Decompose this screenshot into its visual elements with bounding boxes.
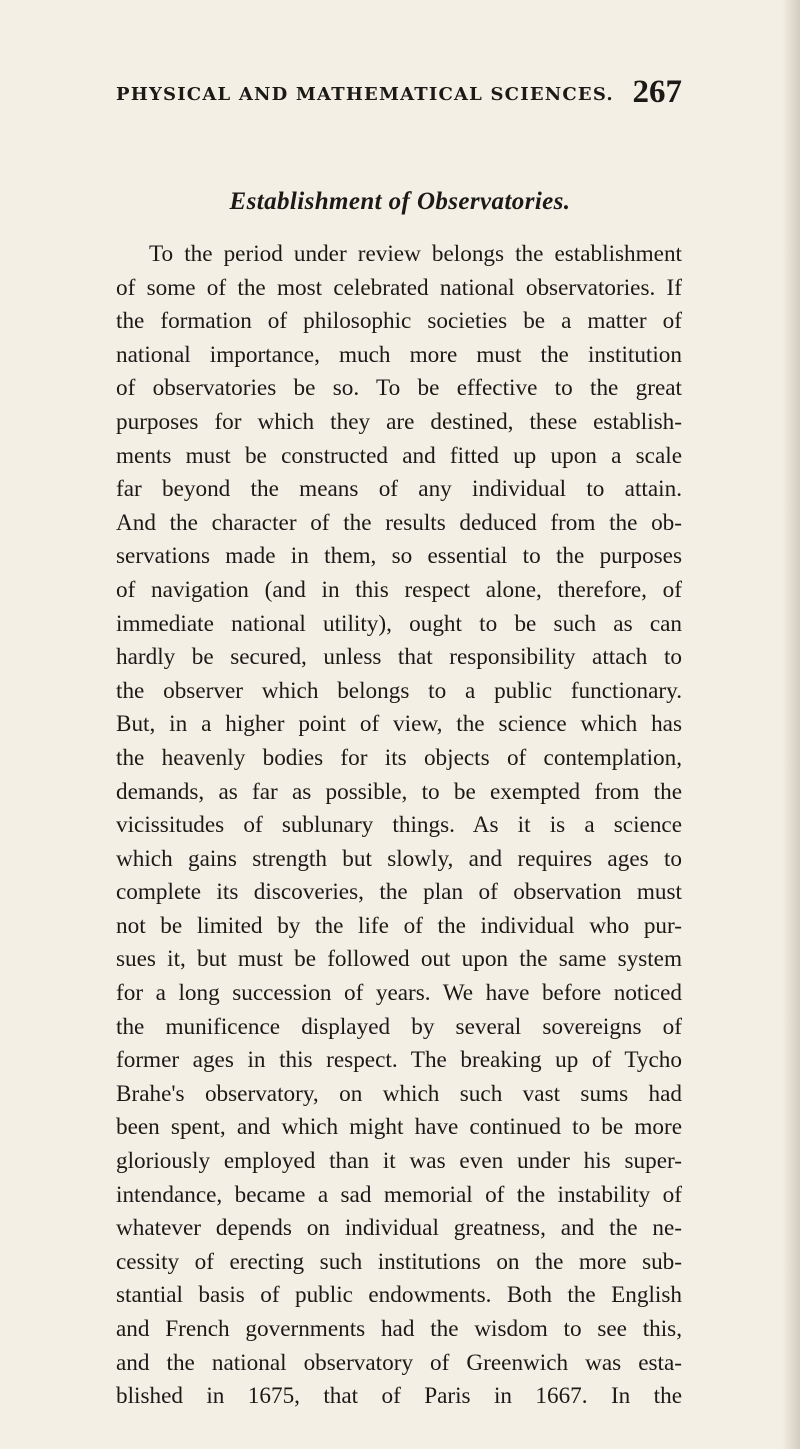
text-line: and the national observatory of Greenwich was esta-	[116, 1349, 682, 1376]
text-line: vicissitudes of sublunary things. As it is a science	[116, 812, 682, 839]
text-line: stantial basis of public endowments. Both the English	[116, 1282, 682, 1309]
text-line: demands, as far as possible, to be exempted from the	[116, 778, 682, 805]
text-line: far beyond the means of any individual to attain.	[116, 476, 682, 503]
text-line: the heavenly bodies for its objects of contemplation,	[116, 744, 682, 771]
text-line: complete its discoveries, the plan of observation must	[116, 879, 682, 906]
text-line: Brahe's observatory, on which such vast sums had	[116, 1080, 682, 1107]
text-line: of navigation (and in this respect alone, therefore, of	[116, 576, 682, 603]
body-paragraph	[116, 238, 682, 1414]
text-line: But, in a higher point of view, the science which has	[116, 711, 682, 738]
text-line: To the period under review belongs the establishment	[149, 241, 682, 267]
text-line: sues it, but must be followed out upon the same system	[116, 946, 682, 973]
page-number: 267	[632, 74, 682, 110]
text-line: for a long succession of years. We have before noticed	[116, 980, 682, 1007]
text-line: immediate national utility), ought to be such as can	[116, 610, 682, 637]
section-title: Establishment of Observatories.	[229, 188, 571, 215]
text-line: former ages in this respect. The breaking up of Tycho	[116, 1047, 682, 1074]
text-line: the formation of philosophic societies be a matter of	[116, 308, 682, 335]
text-line: and French governments had the wisdom to see this,	[116, 1316, 682, 1342]
text-line: of some of the most celebrated national observatories. If	[116, 274, 682, 301]
text-line: national importance, much more must the institution	[116, 341, 682, 368]
text-line: purposes for which they are destined, these establish-	[116, 408, 682, 435]
running-head	[116, 74, 682, 114]
text-line: intendance, became a sad memorial of the instability of	[116, 1181, 682, 1208]
text-line: cessity of erecting such institutions on the more sub-	[116, 1248, 682, 1275]
text-line: of observatories be so. To be effective to the great	[116, 375, 682, 402]
text-line: the observer which belongs to a public functionary.	[116, 677, 682, 704]
text-line: which gains strength but slowly, and requires ages to	[116, 845, 682, 872]
text-line: And the character of the results deduced from the ob-	[116, 509, 682, 536]
text-line: hardly be secured, unless that responsibility attach to	[116, 644, 682, 671]
page-edge-shadow	[782, 0, 800, 1449]
text-line: whatever depends on individual greatness, and the ne-	[116, 1215, 682, 1242]
text-line: ments must be constructed and fitted up upon a scale	[116, 442, 682, 469]
text-line: blished in 1675, that of Paris in 1667. In the	[116, 1383, 682, 1410]
text-line: not be limited by the life of the individual who pur-	[116, 912, 682, 939]
text-line: the munificence displayed by several sovereigns of	[116, 1013, 682, 1040]
text-line: gloriously employed than it was even under his super-	[116, 1148, 682, 1175]
text-line: been spent, and which might have continued to be more	[116, 1114, 682, 1141]
text-line: servations made in them, so essential to the purposes	[116, 543, 682, 570]
running-title: PHYSICAL AND MATHEMATICAL SCIENCES.	[116, 84, 614, 105]
